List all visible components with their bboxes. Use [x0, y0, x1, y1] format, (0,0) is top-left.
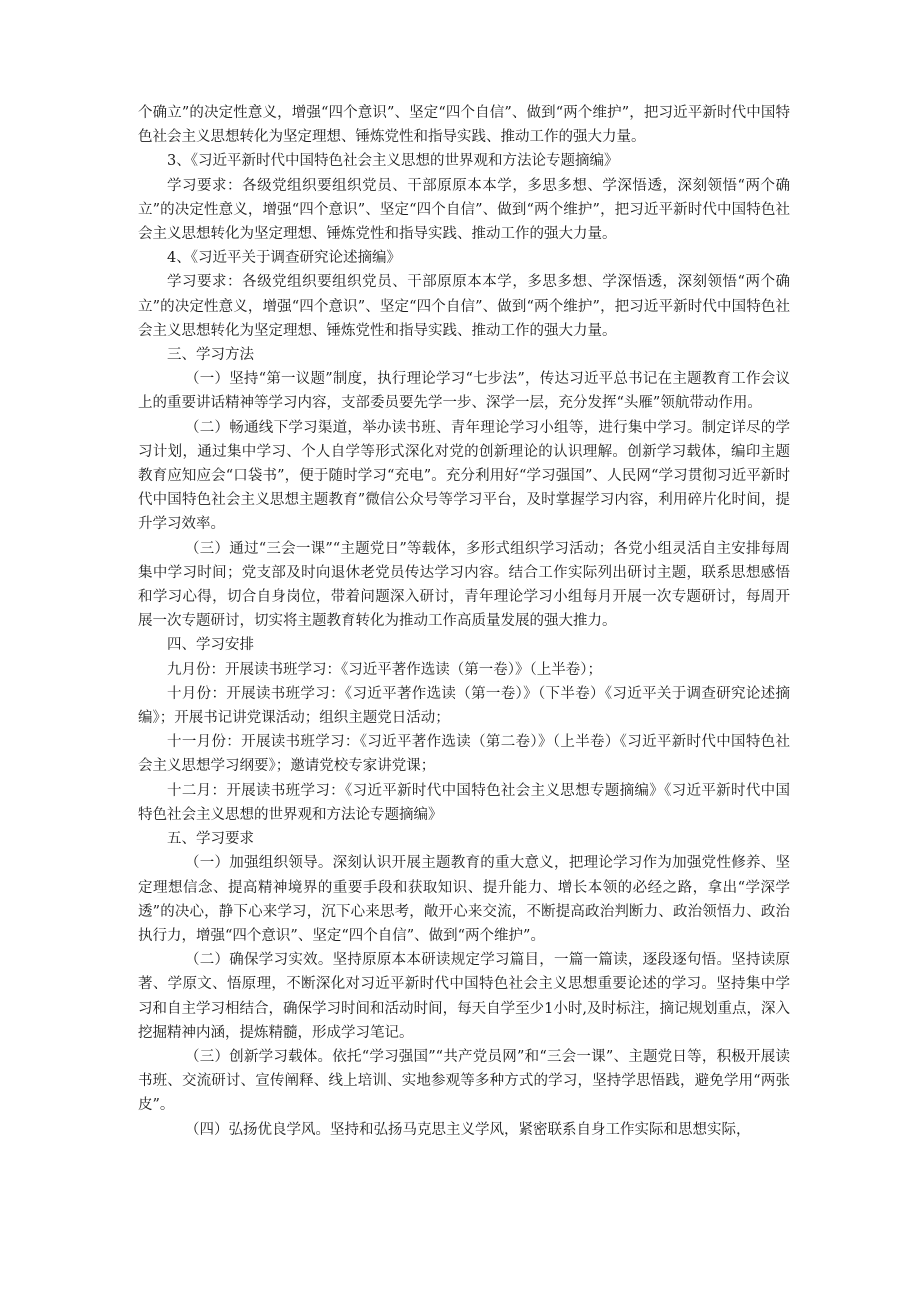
body-paragraph: （二）确保学习实效。坚持原原本本研读规定学习篇目，一篇一篇读，逐段逐句悟。坚持读原著、学原文、悟原理，不断深化对习近平新时代中国特色社会主义思想重要论述的学习。坚持集中学习和自主学习相结合，确保学习时间和活动时间，每天自学至少1小时,及时标注，摘记规划重点，深入挖掘精神内涵，提炼精髓，形成学习笔记。 — [138, 952, 790, 1041]
section-heading: 四、学习安排 — [167, 637, 254, 654]
document-body — [138, 101, 790, 1142]
body-paragraph: （三）通过“三会一课”“主题党日”等载体，多形式组织学习活动；各党小组灵活自主安排每周集中学习时间；党支部及时向退休老党员传达学习内容。结合工作实际列出研讨主题，联系思想感悟和学习心得，切合自身岗位，带着问题深入研讨，青年理论学习小组每月开展一次专题研讨，每周开展一次专题研讨，切实将主题教育转化为推动工作高质量发展的强大推力。 — [138, 540, 790, 630]
body-paragraph: （一）加强组织领导。深刻认识开展主题教育的重大意义，把理论学习作为加强党性修养、坚定理想信念、提高精神境界的重要手段和获取知识、提升能力、增长本领的必经之路，拿出“学深学透”的决心，静下心来学习，沉下心来思考，敞开心来交流，不断提高政治判断力、政治领悟力、政治执行力，增强“四个意识”、坚定“四个自信”、做到“两个维护”。 — [138, 855, 790, 944]
section-heading: 五、学习要求 — [167, 831, 254, 848]
list-item-heading: 4、《习近平关于调查研究论述摘编》 — [167, 250, 401, 267]
section-heading: 三、学习方法 — [167, 347, 254, 364]
body-paragraph: 学习要求：各级党组织要组织党员、干部原原本本学，多思多想、学深悟透，深刻领悟“两个确立”的决定性意义，增强“四个意识”、坚定“四个自信”、做到“两个维护”，把习近平新时代中国特色社会主义思想转化为坚定理想、锤炼党性和指导实践、推动工作的强大力量。 — [138, 177, 790, 243]
body-paragraph: 个确立”的决定性意义，增强“四个意识”、坚定“四个自信”、做到“两个维护”，把习近平新时代中国特色社会主义思想转化为坚定理想、锤炼党性和指导实践、推动工作的强大力量。 — [138, 105, 790, 146]
body-paragraph: （三）创新学习载体。依托“学习强国”“共产党员网”和“三会一课”、主题党日等，积极开展读书班、交流研讨、宣传阐释、线上培训、实地参观等多种方式的学习，坚持学思悟践，避免学用“两张皮”。 — [138, 1048, 790, 1114]
schedule-item: 十月份：开展读书班学习：《习近平著作选读（第一卷）》（下半卷）《习近平关于调查研究论述摘编》；开展书记讲党课活动；组织主题党日活动； — [138, 685, 790, 727]
body-paragraph: 学习要求：各级党组织要组织党员、干部原原本本学，多思多想、学深悟透，深刻领悟“两个确立”的决定性意义，增强“四个意识”、坚定“四个自信”、做到“两个维护”，把习近平新时代中国特色社会主义思想转化为坚定理想、锤炼党性和指导实践、推动工作的强大力量。 — [138, 274, 790, 339]
body-paragraph: （四）弘扬优良学风。坚持和弘扬马克思主义学风，紧密联系自身工作实际和思想实际， — [185, 1121, 751, 1138]
body-paragraph: （二）畅通线下学习渠道，举办读书班、青年理论学习小组等，进行集中学习。制定详尽的学习计划，通过集中学习、个人自学等形式深化对党的创新理论的认识理解。创新学习载体，编印主题教育应知应会“口袋书”，便于随时学习“充电”。充分利用好“学习强国”、人民网“学习贯彻习近平新时代中国特色社会主义思想主题教育”微信公众号等学习平台，及时掌握学习内容，利用碎片化时间，提升学习效率。 — [138, 419, 790, 533]
list-item-heading: 3、《习近平新时代中国特色社会主义思想的世界观和方法论专题摘编》 — [167, 153, 619, 170]
body-paragraph: （一）坚持“第一议题”制度，执行理论学习“七步法”，传达习近平总书记在主题教育工作会议上的重要讲话精神等学习内容，支部委员要先学一步、深学一层，充分发挥“头雁”领航带动作用。 — [138, 371, 790, 412]
schedule-item: 十一月份：开展读书班学习：《习近平著作选读（第二卷）》（上半卷）《习近平新时代中国特色社会主义思想学习纲要》；邀请党校专家讲党课； — [138, 734, 790, 775]
schedule-item: 十二月：开展读书班学习：《习近平新时代中国特色社会主义思想专题摘编》《习近平新时代中国特色社会主义思想的世界观和方法论专题摘编》 — [138, 782, 790, 823]
schedule-item: 九月份：开展读书班学习：《习近平著作选读（第一卷）》（上半卷）； — [167, 661, 602, 678]
